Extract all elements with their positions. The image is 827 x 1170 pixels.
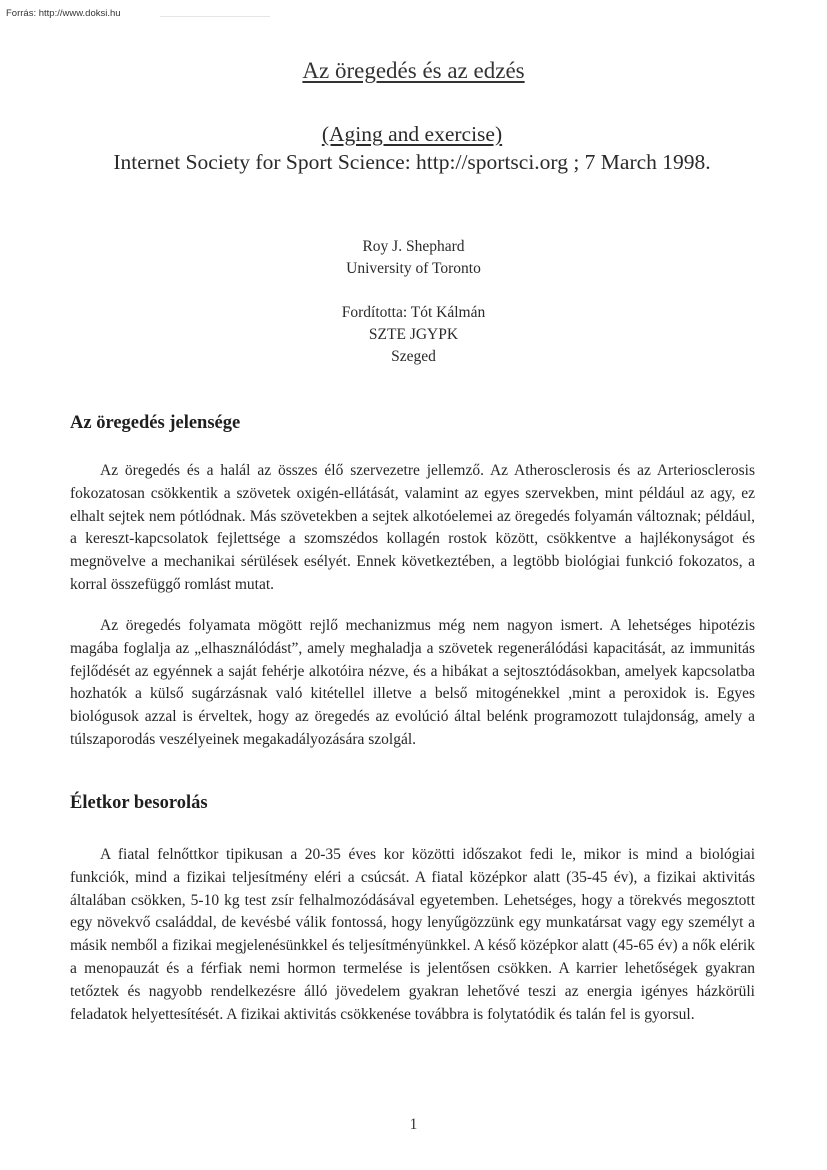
subtitle-aging-text: (Aging and exercise) <box>321 122 503 146</box>
source-url: Forrás: http://www.doksi.hu <box>6 8 121 19</box>
author-affiliation: University of Toronto <box>346 260 481 277</box>
subtitle-society: Internet Society for Sport Science: http://sportsci.org ; 7 March 1998. <box>113 150 711 174</box>
section-heading-age-classification: Életkor besorolás <box>70 793 208 813</box>
author-name: Roy J. Shephard <box>362 238 465 255</box>
section-heading-aging-phenomenon: Az öregedés jelensége <box>70 413 241 433</box>
paragraph: Az öregedés folyamata mögött rejlő mechanizmus még nem nagyon ismert. A lehetséges hipotézis magába foglalja az „elhasználódást”, amely meghaladja a szövetek regenerálódási kapacitását, az immunitás fejlődését az egyénnek a saját fehérje alkotóira nézve, és a hibákat a sejtosztódásokban, amelyek kapcsolatba hozhatók a külső sugárzásnak való kitétellel illetve a belső mitogénekkel ,mint a peroxidok is. Egyes biológusok azzal is érveltek, hogy az öregedés az evolúció által belénk programozott tulajdonság, amely a túlszaporodás veszélyeinek megakadályozására szolgál. <box>70 617 755 748</box>
subtitle-block <box>60 120 764 176</box>
paragraph: A fiatal felnőttkor tipikusan a 20-35 éves kor közötti időszakot fedi le, mikor is mind a biológiai funkciók, mind a fizikai teljesítmény eléri a csúcsát. A fiatal középkor alatt (35-45 év), a fizikai aktivitás általában csökken, 5-10 kg test zsír felhalmozódásával egyetemben. Lehetséges, hogy a törekvés megosztott egy növekvő családdal, de kevésbé válik fontossá, hogy lenyűgözzünk egy munkatársat vagy egy személyt a másik nemből a fizikai megjelenésünkkel és teljesítményünkkel. A késő középkor alatt (45-65 év) a nők elérik a menopauzát és a férfiak nemi hormon termelése is jelentősen csökken. A karrier lehetőségek gyakran tetőztek és nagyobb rendelkezésre álló jövedelem gyakran lehetővé teszi az energia igényes házkörüli feladatok helyettesítését. A fizikai aktivitás csökkenése továbbra is folytatódik és talán fel is gyorsul. <box>70 846 755 1023</box>
translator-city: Szeged <box>391 348 436 365</box>
page-number: 1 <box>409 1116 418 1133</box>
credits-block <box>0 236 827 368</box>
paragraph: Az öregedés és a halál az összes élő szervezetre jellemző. Az Atherosclerosis és az Arteriosclerosis fokozatosan csökkentik a szövetek oxigén-ellátását, valamint az egyes szervekben, mint például az agy, ez elhalt sejtek nem pótlódnak. Más szövetekben a sejtek alkotóelemei az öregedés folyamán változnak; például, a kereszt-kapcsolatok fejlettsége a szomszédos kollagén rostok között, csökkentve a hajlékonyságot és megnövelve a mechanikai sérülések esélyét. Ennek következtében, a legtöbb biológiai funkció fokozatos, a korral összefüggő romlást mutat. <box>70 462 755 593</box>
subtitle-aging <box>60 120 764 148</box>
document-title <box>0 58 827 84</box>
translator-institution: SZTE JGYPK <box>368 326 459 343</box>
translator-line: Fordította: Tót Kálmán <box>341 304 486 321</box>
title-text: Az öregedés és az edzés <box>302 58 525 83</box>
source-divider <box>160 16 270 17</box>
